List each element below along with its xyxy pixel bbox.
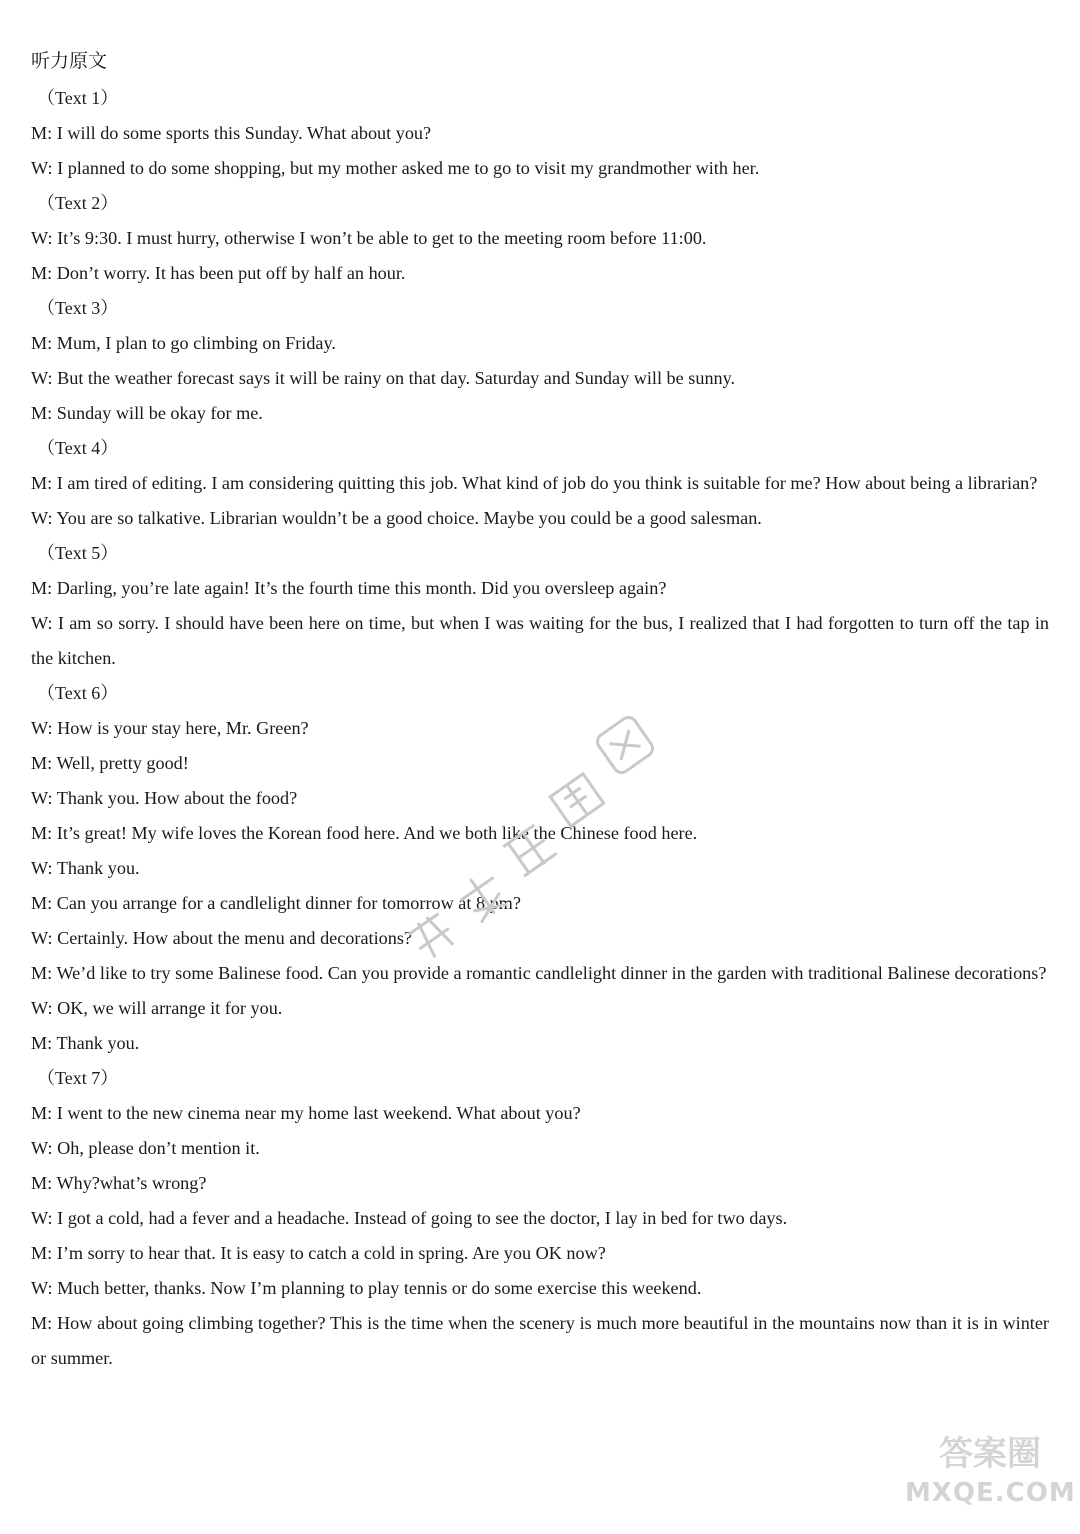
dialogue-line: W: I planned to do some shopping, but my mother asked me to go to visit my grandmother with her.: [31, 158, 760, 178]
dialogue-line: M: I will do some sports this Sunday. What about you?: [31, 123, 432, 143]
section-label: （Text 4）: [37, 438, 119, 458]
section-label: （Text 2）: [37, 193, 119, 213]
dialogue-line: W: But the weather forecast says it will be rainy on that day. Saturday and Sunday will be sunny.: [31, 368, 736, 388]
dialogue-line: M: Darling, you’re late again! It’s the fourth time this month. Did you oversleep again?: [31, 578, 667, 598]
dialogue-line: M: How about going climbing together? This is the time when the scenery is much more beautiful in the mountains now than it is in winter or summer.: [31, 1313, 1049, 1368]
dialogue-line: M: We’d like to try some Balinese food. Can you provide a romantic candlelight dinner in the garden with traditional Balinese decorations?: [31, 963, 1047, 983]
section-label: （Text 1）: [37, 88, 119, 108]
transcript-document: [31, 44, 1049, 1376]
dialogue-line: W: You are so talkative. Librarian wouldn’t be a good choice. Maybe you could be a good salesman.: [31, 508, 762, 528]
page-title: 听力原文: [31, 51, 108, 72]
corner-watermark-line2: MXQE.COM: [905, 1478, 1076, 1508]
dialogue-line: W: Thank you.: [31, 858, 140, 878]
dialogue-line: M: Well, pretty good!: [31, 753, 189, 773]
dialogue-line: M: Why?what’s wrong?: [31, 1173, 207, 1193]
dialogue-line: W: Oh, please don’t mention it.: [31, 1138, 260, 1158]
dialogue-line: M: I went to the new cinema near my home last weekend. What about you?: [31, 1103, 581, 1123]
transcript-sections: [31, 81, 1049, 1376]
dialogue-line: M: I’m sorry to hear that. It is easy to catch a cold in spring. Are you OK now?: [31, 1243, 606, 1263]
dialogue-line: M: Thank you.: [31, 1033, 140, 1053]
dialogue-line: W: I got a cold, had a fever and a headache. Instead of going to see the doctor, I lay in bed for two days.: [31, 1208, 788, 1228]
corner-watermark-line1: 答案圈: [939, 1434, 1041, 1474]
dialogue-line: W: How is your stay here, Mr. Green?: [31, 718, 309, 738]
dialogue-line: W: Thank you. How about the food?: [31, 788, 298, 808]
section-label: （Text 6）: [37, 683, 119, 703]
corner-watermark: [905, 1432, 1075, 1510]
dialogue-line: W: Certainly. How about the menu and decorations?: [31, 928, 412, 948]
dialogue-line: W: OK, we will arrange it for you.: [31, 998, 283, 1018]
dialogue-line: M: I am tired of editing. I am considering quitting this job. What kind of job do you think is suitable for me? How about being a librarian?: [31, 473, 1038, 493]
dialogue-line: M: Can you arrange for a candlelight dinner for tomorrow at 8 pm?: [31, 893, 521, 913]
dialogue-line: W: Much better, thanks. Now I’m planning to play tennis or do some exercise this weekend.: [31, 1278, 702, 1298]
dialogue-line: M: Don’t worry. It has been put off by half an hour.: [31, 263, 406, 283]
dialogue-line: W: It’s 9:30. I must hurry, otherwise I won’t be able to get to the meeting room before 11:00.: [31, 228, 707, 248]
dialogue-line: W: I am so sorry. I should have been here on time, but when I was waiting for the bus, I realized that I had forgotten to turn off the tap in the kitchen.: [31, 613, 1049, 668]
section-label: （Text 7）: [37, 1068, 119, 1088]
section-label: （Text 3）: [37, 298, 119, 318]
dialogue-line: M: Sunday will be okay for me.: [31, 403, 263, 423]
dialogue-line: M: It’s great! My wife loves the Korean food here. And we both like the Chinese food here.: [31, 823, 698, 843]
section-label: （Text 5）: [37, 543, 119, 563]
dialogue-line: M: Mum, I plan to go climbing on Friday.: [31, 333, 336, 353]
